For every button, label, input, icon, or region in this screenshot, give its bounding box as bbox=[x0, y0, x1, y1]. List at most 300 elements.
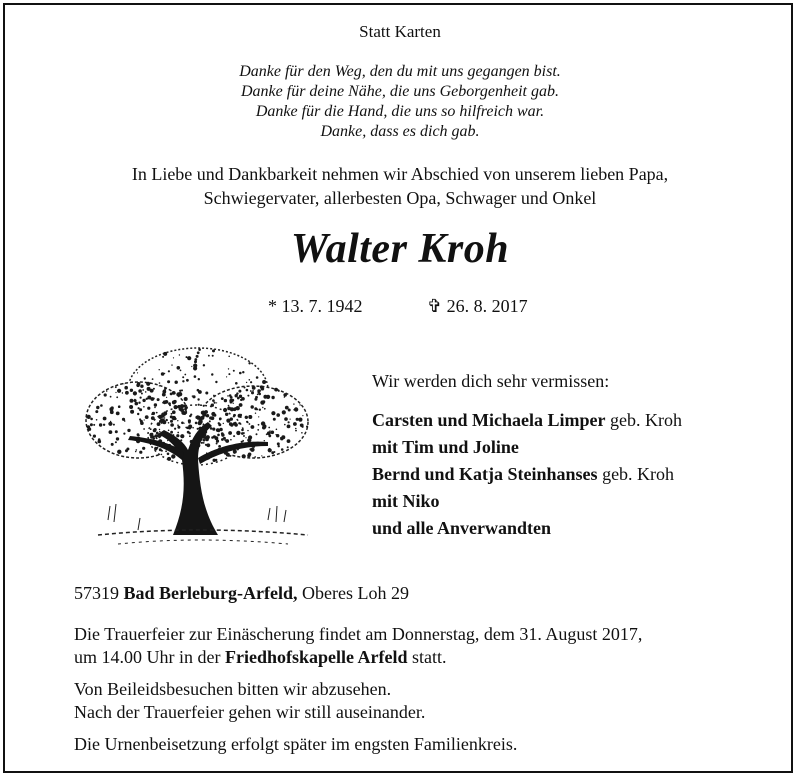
foliage-dot bbox=[258, 392, 260, 394]
foliage-dot bbox=[110, 421, 111, 422]
foliage-dot bbox=[180, 434, 184, 438]
foliage-dot bbox=[111, 443, 114, 446]
foliage-dot bbox=[247, 438, 251, 442]
foliage-dot bbox=[157, 398, 160, 401]
foliage-dot bbox=[255, 396, 258, 399]
foliage-dot bbox=[109, 430, 113, 434]
foliage-dot bbox=[146, 398, 148, 400]
foliage-dot bbox=[277, 442, 280, 445]
foliage-dot bbox=[154, 403, 157, 406]
foliage-dot bbox=[215, 381, 217, 383]
foliage-dot bbox=[298, 418, 302, 422]
foliage-dot bbox=[295, 430, 297, 432]
foliage-dot bbox=[199, 419, 203, 423]
foliage-dot bbox=[184, 374, 186, 376]
foliage-dot bbox=[225, 439, 229, 443]
foliage-dot bbox=[159, 385, 160, 386]
foliage-dot bbox=[103, 424, 105, 426]
foliage-dot bbox=[127, 429, 130, 432]
address-city: Bad Berleburg-Arfeld, bbox=[123, 583, 298, 603]
foliage-dot bbox=[187, 356, 191, 360]
foliage-dot bbox=[93, 424, 95, 426]
family-block bbox=[372, 368, 682, 542]
foliage-dot bbox=[135, 402, 139, 406]
foliage-dot bbox=[249, 415, 252, 418]
foliage-dot bbox=[287, 425, 291, 429]
foliage-dot bbox=[251, 405, 254, 408]
foliage-dot bbox=[88, 428, 91, 431]
foliage-dot bbox=[162, 356, 164, 358]
foliage-dot bbox=[122, 392, 123, 393]
foliage-dot bbox=[124, 420, 126, 422]
foliage-dot bbox=[249, 379, 251, 381]
foliage-dot bbox=[242, 454, 246, 458]
foliage-dot bbox=[193, 364, 197, 368]
ceremony-line: Die Trauerfeier zur Einäscherung findet am Donnerstag, dem 31. August 2017, bbox=[74, 624, 643, 644]
foliage-dot bbox=[218, 445, 221, 448]
foliage-dot bbox=[241, 429, 244, 432]
foliage-dot bbox=[219, 428, 223, 432]
foliage-dot bbox=[218, 422, 220, 424]
foliage-dot bbox=[170, 393, 173, 396]
foliage-dot bbox=[113, 424, 115, 426]
foliage-dot bbox=[236, 431, 240, 435]
foliage-dot bbox=[106, 390, 107, 391]
ceremony-suffix: statt. bbox=[407, 647, 447, 667]
foliage-dot bbox=[257, 429, 259, 431]
foliage-dot bbox=[271, 431, 275, 435]
foliage-dot bbox=[162, 420, 166, 424]
intro-line: In Liebe und Dankbarkeit nehmen wir Abschied von unserem lieben Papa, bbox=[131, 164, 669, 184]
foliage-dot bbox=[206, 414, 209, 417]
foliage-dot bbox=[282, 410, 286, 414]
foliage-dot bbox=[294, 407, 298, 411]
foliage-dot bbox=[161, 450, 163, 452]
foliage-dot bbox=[198, 378, 200, 380]
foliage-dot bbox=[140, 397, 142, 399]
family-name: Bernd und Katja Steinhanses bbox=[372, 464, 598, 484]
foliage-dot bbox=[142, 399, 145, 402]
foliage-dot bbox=[209, 416, 212, 419]
foliage-dot bbox=[159, 429, 160, 430]
foliage-dot bbox=[135, 451, 137, 453]
ceremony-line bbox=[74, 646, 642, 669]
foliage-dot bbox=[153, 437, 155, 439]
foliage-dot bbox=[152, 378, 154, 380]
foliage-dot bbox=[129, 405, 133, 409]
foliage-dot bbox=[233, 370, 235, 372]
foliage-dot bbox=[164, 388, 166, 390]
foliage-dot bbox=[203, 439, 206, 442]
foliage-dot bbox=[212, 428, 215, 431]
foliage-dot bbox=[177, 426, 180, 429]
foliage-dot bbox=[238, 390, 241, 393]
foliage-dot bbox=[195, 422, 198, 425]
foliage-dot bbox=[216, 428, 220, 432]
foliage-dot bbox=[271, 396, 274, 399]
foliage-dot bbox=[228, 368, 229, 369]
foliage-dot bbox=[168, 370, 170, 372]
foliage-dot bbox=[224, 399, 227, 402]
foliage-dot bbox=[259, 390, 261, 392]
foliage-dot bbox=[181, 422, 184, 425]
foliage-dot bbox=[145, 415, 149, 419]
foliage-dot bbox=[179, 354, 180, 355]
poem-line: Danke, dass es dich gab. bbox=[320, 123, 480, 140]
foliage-dot bbox=[137, 413, 139, 415]
foliage-dot bbox=[162, 390, 166, 394]
foliage-dot bbox=[171, 454, 175, 458]
foliage-dot bbox=[201, 442, 203, 444]
foliage-dot bbox=[258, 416, 259, 417]
foliage-dot bbox=[290, 419, 291, 420]
foliage-dot bbox=[164, 415, 165, 416]
foliage-dot bbox=[167, 453, 170, 456]
foliage-dot bbox=[234, 423, 238, 427]
foliage-dot bbox=[100, 404, 103, 407]
foliage-dot bbox=[159, 369, 160, 370]
foliage-dot bbox=[179, 408, 182, 411]
visits-note bbox=[74, 678, 425, 724]
foliage-dot bbox=[196, 355, 199, 358]
foliage-dot bbox=[142, 447, 145, 450]
foliage-dot bbox=[151, 416, 155, 420]
poem-line: Danke für den Weg, den du mit uns gegangen bist. bbox=[239, 63, 561, 80]
foliage-dot bbox=[159, 420, 161, 422]
foliage-dot bbox=[171, 413, 173, 415]
foliage-dot bbox=[278, 445, 280, 447]
death-date bbox=[427, 296, 528, 317]
foliage-dot bbox=[227, 407, 231, 411]
address-zip: 57319 bbox=[74, 583, 124, 603]
foliage-dot bbox=[288, 409, 291, 412]
address bbox=[74, 582, 409, 605]
foliage-dot bbox=[138, 407, 140, 409]
foliage-dot bbox=[256, 433, 258, 435]
foliage-dot bbox=[174, 428, 176, 430]
foliage-dot bbox=[205, 392, 208, 395]
foliage-dot bbox=[263, 395, 267, 399]
foliage-dot bbox=[170, 420, 173, 423]
foliage-dot bbox=[143, 428, 145, 430]
foliage-dot bbox=[177, 366, 181, 370]
foliage-dot bbox=[168, 422, 170, 424]
foliage-dot bbox=[259, 409, 261, 411]
foliage-dot bbox=[240, 414, 242, 416]
foliage-dot bbox=[213, 459, 216, 462]
foliage-dot bbox=[173, 357, 174, 358]
foliage-dot bbox=[239, 403, 243, 407]
foliage-dot bbox=[284, 396, 285, 397]
foliage-dot bbox=[271, 451, 274, 454]
foliage-dot bbox=[257, 394, 259, 396]
foliage-dot bbox=[276, 413, 280, 417]
foliage-dot bbox=[216, 443, 218, 445]
foliage-dot bbox=[197, 418, 199, 420]
foliage-dot bbox=[233, 435, 235, 437]
foliage-dot bbox=[241, 441, 243, 443]
foliage-dot bbox=[235, 394, 238, 397]
poem-line: Danke für deine Nähe, die uns Geborgenheit gab. bbox=[240, 83, 559, 100]
foliage-dot bbox=[163, 352, 167, 356]
foliage-dot bbox=[149, 433, 153, 437]
foliage-dot bbox=[302, 415, 303, 416]
foliage-dot bbox=[262, 380, 266, 384]
foliage-dot bbox=[117, 389, 121, 393]
foliage-dot bbox=[236, 406, 240, 410]
poem bbox=[0, 62, 800, 142]
foliage-dot bbox=[221, 438, 224, 441]
foliage-dot bbox=[263, 424, 267, 428]
foliage-dot bbox=[147, 407, 150, 410]
family-line bbox=[372, 461, 682, 488]
foliage-dot bbox=[175, 381, 178, 384]
foliage-dot bbox=[266, 433, 268, 435]
foliage-dot bbox=[142, 389, 144, 391]
foliage-dot bbox=[226, 419, 230, 423]
foliage-dot bbox=[165, 450, 167, 452]
foliage-dot bbox=[161, 372, 165, 376]
foliage-dot bbox=[287, 446, 289, 448]
foliage-dot bbox=[138, 402, 140, 404]
foliage-dot bbox=[177, 432, 179, 434]
foliage-dot bbox=[208, 355, 210, 357]
foliage-dot bbox=[278, 390, 280, 392]
foliage-dot bbox=[144, 377, 146, 379]
foliage-dot bbox=[276, 429, 278, 431]
foliage-dot bbox=[177, 424, 179, 426]
foliage-dot bbox=[219, 417, 222, 420]
foliage-dot bbox=[118, 405, 121, 408]
foliage-dot bbox=[264, 440, 265, 441]
foliage-dot bbox=[198, 348, 201, 351]
ceremony-location: Friedhofskapelle Arfeld bbox=[224, 647, 408, 667]
foliage-dot bbox=[167, 457, 171, 461]
foliage-dot bbox=[293, 422, 297, 426]
address-street: Oberes Loh 29 bbox=[297, 583, 409, 603]
foliage-dot bbox=[217, 434, 220, 437]
foliage-dot bbox=[115, 392, 116, 393]
foliage-dot bbox=[126, 448, 129, 451]
foliage-dot bbox=[296, 418, 299, 421]
foliage-dot bbox=[179, 390, 181, 392]
foliage-dot bbox=[235, 382, 238, 385]
foliage-dot bbox=[172, 400, 176, 404]
foliage-dot bbox=[130, 399, 134, 403]
foliage-dot bbox=[228, 431, 232, 435]
foliage-dot bbox=[198, 404, 200, 406]
foliage-dot bbox=[249, 448, 251, 450]
foliage-dot bbox=[184, 397, 188, 401]
cross-icon: ✞ bbox=[427, 296, 443, 316]
foliage-dot bbox=[137, 433, 140, 436]
foliage-dot bbox=[125, 391, 129, 395]
foliage-dot bbox=[197, 389, 200, 392]
foliage-dot bbox=[238, 422, 240, 424]
foliage-dot bbox=[96, 419, 98, 421]
foliage-dot bbox=[229, 399, 233, 403]
foliage-dot bbox=[221, 432, 224, 435]
foliage-dot bbox=[256, 408, 258, 410]
foliage-dot bbox=[90, 418, 93, 421]
foliage-dot bbox=[197, 428, 199, 430]
foliage-dot bbox=[225, 413, 228, 416]
foliage-dot bbox=[174, 418, 176, 420]
foliage-dot bbox=[139, 451, 142, 454]
foliage-dot bbox=[251, 425, 255, 429]
foliage-dot bbox=[246, 382, 247, 383]
foliage-dot bbox=[215, 436, 219, 440]
foliage-dot bbox=[203, 442, 205, 444]
foliage-dot bbox=[130, 389, 133, 392]
foliage-dot bbox=[283, 393, 287, 397]
foliage-dot bbox=[255, 413, 256, 414]
foliage-dot bbox=[221, 397, 224, 400]
foliage-dot bbox=[285, 406, 289, 410]
family-line: und alle Anverwandten bbox=[372, 518, 552, 538]
foliage-dot bbox=[144, 419, 145, 420]
foliage-dot bbox=[249, 423, 251, 425]
foliage-dot bbox=[268, 448, 270, 450]
foliage-dot bbox=[302, 426, 304, 428]
foliage-dot bbox=[95, 410, 98, 413]
foliage-dot bbox=[274, 388, 278, 392]
foliage-dot bbox=[261, 455, 262, 456]
foliage-dot bbox=[245, 437, 246, 438]
foliage-dot bbox=[163, 400, 167, 404]
foliage-dot bbox=[209, 420, 211, 422]
foliage-dot bbox=[211, 404, 214, 407]
foliage-dot bbox=[233, 414, 236, 417]
foliage-dot bbox=[188, 421, 191, 424]
foliage-dot bbox=[123, 383, 124, 384]
foliage-dot bbox=[152, 412, 155, 415]
foliage-dot bbox=[96, 406, 99, 409]
foliage-dot bbox=[212, 355, 214, 357]
family-suffix: geb. Kroh bbox=[597, 464, 675, 484]
foliage-dot bbox=[228, 405, 230, 407]
birth-date: * 13. 7. 1942 bbox=[268, 296, 363, 316]
foliage-dot bbox=[176, 434, 179, 437]
foliage-dot bbox=[241, 432, 244, 435]
foliage-dot bbox=[229, 394, 232, 397]
foliage-dot bbox=[248, 362, 250, 364]
foliage-dot bbox=[223, 423, 224, 424]
foliage-dot bbox=[168, 402, 171, 405]
foliage-dot bbox=[164, 373, 165, 374]
foliage-dot bbox=[229, 422, 233, 426]
tree-illustration bbox=[78, 330, 318, 558]
deceased-name: Walter Kroh bbox=[290, 226, 510, 272]
foliage-dot bbox=[227, 454, 230, 457]
foliage-dot bbox=[288, 421, 290, 423]
foliage-dot bbox=[166, 419, 168, 421]
foliage-dot bbox=[212, 399, 215, 402]
foliage-dot bbox=[182, 376, 184, 378]
foliage-dot bbox=[264, 408, 266, 410]
foliage-dot bbox=[154, 407, 156, 409]
foliage-dot bbox=[172, 410, 176, 414]
foliage-dot bbox=[299, 404, 300, 405]
foliage-dot bbox=[262, 407, 263, 408]
foliage-dot bbox=[171, 364, 172, 365]
foliage-dot bbox=[145, 391, 147, 393]
foliage-dot bbox=[178, 392, 182, 396]
foliage-dot bbox=[251, 391, 254, 394]
family-line bbox=[372, 407, 682, 434]
foliage-dot bbox=[156, 434, 158, 436]
foliage-dot bbox=[98, 438, 101, 441]
foliage-dot bbox=[150, 397, 154, 401]
visits-line: Nach der Trauerfeier gehen wir still auseinander. bbox=[74, 702, 426, 722]
foliage-dot bbox=[252, 390, 254, 392]
foliage-dot bbox=[153, 388, 155, 390]
foliage-dot bbox=[170, 431, 173, 434]
foliage-dot bbox=[143, 406, 145, 408]
foliage-dot bbox=[166, 397, 167, 398]
foliage-dot bbox=[293, 403, 294, 404]
foliage-dot bbox=[170, 423, 174, 427]
foliage-dot bbox=[268, 427, 270, 429]
foliage-dot bbox=[180, 370, 182, 372]
foliage-dot bbox=[115, 386, 117, 388]
foliage-dot bbox=[86, 417, 87, 418]
foliage-dot bbox=[214, 402, 216, 404]
foliage-dot bbox=[247, 454, 250, 457]
family-intro: Wir werden dich sehr vermissen: bbox=[372, 371, 610, 391]
foliage-dot bbox=[194, 358, 197, 361]
foliage-dot bbox=[161, 454, 163, 456]
foliage-dot bbox=[116, 437, 119, 440]
foliage-dot bbox=[250, 381, 252, 383]
foliage-dot bbox=[230, 439, 232, 441]
foliage-dot bbox=[254, 387, 256, 389]
foliage-dot bbox=[189, 432, 191, 434]
foliage-dot bbox=[213, 395, 215, 397]
foliage-dot bbox=[183, 412, 186, 415]
foliage-dot bbox=[204, 410, 208, 414]
foliage-dot bbox=[228, 356, 230, 358]
foliage-dot bbox=[246, 389, 249, 392]
foliage-dot bbox=[247, 422, 249, 424]
foliage-dot bbox=[211, 412, 215, 416]
foliage-dot bbox=[156, 412, 158, 414]
foliage-dot bbox=[177, 420, 178, 421]
foliage-dot bbox=[273, 413, 275, 415]
foliage-dot bbox=[227, 395, 229, 397]
foliage-dot bbox=[87, 415, 91, 419]
foliage-dot bbox=[185, 406, 188, 409]
foliage-dot bbox=[108, 422, 112, 426]
foliage-dot bbox=[90, 423, 93, 426]
foliage-dot bbox=[130, 410, 134, 414]
foliage-dot bbox=[254, 456, 256, 458]
foliage-dot bbox=[162, 402, 163, 403]
foliage-dot bbox=[159, 437, 161, 439]
foliage-dot bbox=[306, 426, 308, 428]
foliage-dot bbox=[280, 437, 283, 440]
family-suffix: geb. Kroh bbox=[605, 410, 682, 430]
foliage-dot bbox=[115, 441, 117, 443]
foliage-dot bbox=[156, 437, 158, 439]
foliage-dot bbox=[273, 418, 276, 421]
foliage-dot bbox=[244, 387, 246, 389]
foliage-dot bbox=[191, 366, 192, 367]
foliage-dot bbox=[197, 398, 199, 400]
ceremony-info bbox=[74, 623, 642, 669]
foliage-dot bbox=[188, 426, 191, 429]
foliage-dot bbox=[147, 387, 151, 391]
